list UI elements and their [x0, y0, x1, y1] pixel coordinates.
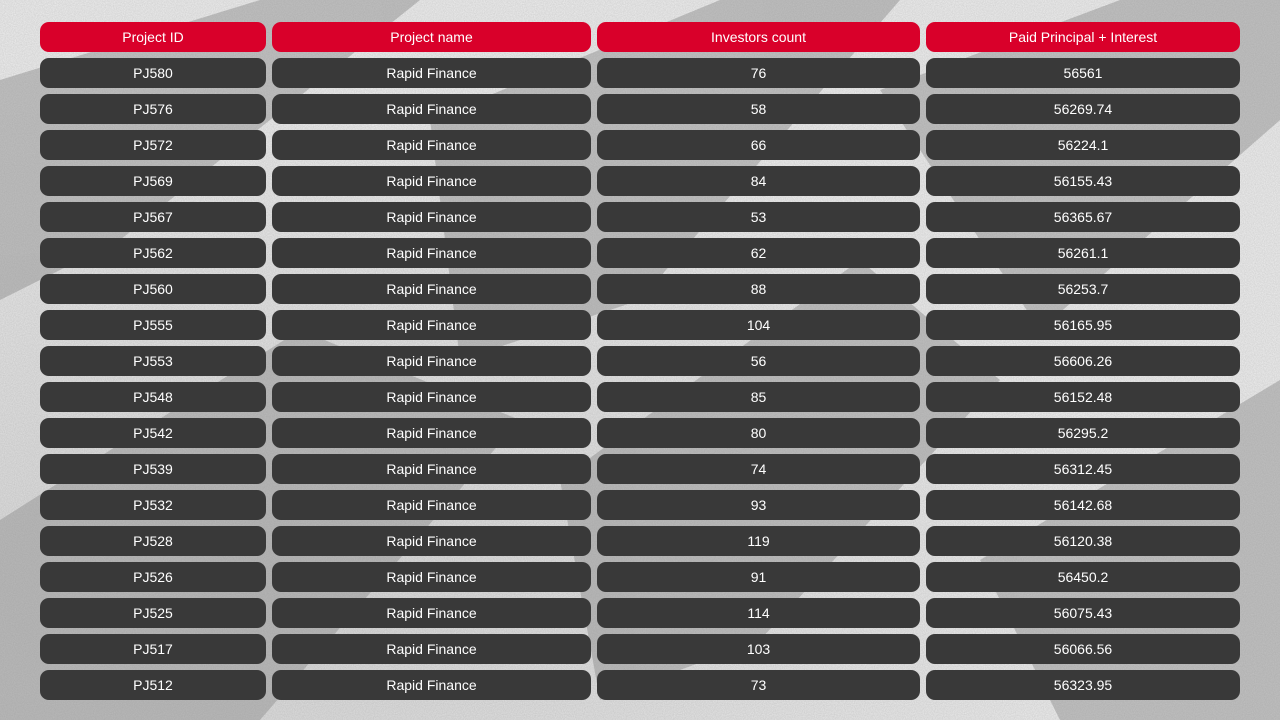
- header-project-name: Project name: [272, 22, 591, 52]
- table-row: [40, 526, 1240, 556]
- cell-paid-principal-interest: 56152.48: [926, 382, 1240, 412]
- cell-paid-principal-interest: 56155.43: [926, 166, 1240, 196]
- cell-investors-count: 76: [597, 58, 920, 88]
- cell-paid-principal-interest: 56323.95: [926, 670, 1240, 700]
- cell-project-id: PJ576: [40, 94, 266, 124]
- cell-paid-principal-interest: 56253.7: [926, 274, 1240, 304]
- cell-project-id: PJ542: [40, 418, 266, 448]
- cell-project-id: PJ569: [40, 166, 266, 196]
- cell-project-id: PJ526: [40, 562, 266, 592]
- projects-table: [40, 22, 1240, 706]
- table-row: [40, 94, 1240, 124]
- cell-paid-principal-interest: 56120.38: [926, 526, 1240, 556]
- header-paid-principal-interest: Paid Principal + Interest: [926, 22, 1240, 52]
- cell-project-name: Rapid Finance: [272, 562, 591, 592]
- cell-investors-count: 119: [597, 526, 920, 556]
- cell-investors-count: 85: [597, 382, 920, 412]
- cell-project-name: Rapid Finance: [272, 670, 591, 700]
- cell-project-id: PJ567: [40, 202, 266, 232]
- cell-investors-count: 80: [597, 418, 920, 448]
- table-row: [40, 598, 1240, 628]
- table-row: [40, 454, 1240, 484]
- cell-project-name: Rapid Finance: [272, 598, 591, 628]
- cell-project-name: Rapid Finance: [272, 382, 591, 412]
- cell-investors-count: 66: [597, 130, 920, 160]
- cell-paid-principal-interest: 56606.26: [926, 346, 1240, 376]
- header-investors-count: Investors count: [597, 22, 920, 52]
- cell-project-id: PJ560: [40, 274, 266, 304]
- table-row: [40, 670, 1240, 700]
- cell-project-name: Rapid Finance: [272, 58, 591, 88]
- cell-paid-principal-interest: 56312.45: [926, 454, 1240, 484]
- cell-paid-principal-interest: 56075.43: [926, 598, 1240, 628]
- cell-project-id: PJ580: [40, 58, 266, 88]
- table-row: [40, 166, 1240, 196]
- cell-project-name: Rapid Finance: [272, 130, 591, 160]
- cell-project-id: PJ553: [40, 346, 266, 376]
- table-row: [40, 130, 1240, 160]
- cell-project-name: Rapid Finance: [272, 490, 591, 520]
- cell-project-id: PJ517: [40, 634, 266, 664]
- cell-project-id: PJ525: [40, 598, 266, 628]
- cell-investors-count: 88: [597, 274, 920, 304]
- cell-investors-count: 73: [597, 670, 920, 700]
- cell-project-id: PJ528: [40, 526, 266, 556]
- cell-investors-count: 114: [597, 598, 920, 628]
- cell-project-name: Rapid Finance: [272, 238, 591, 268]
- cell-investors-count: 53: [597, 202, 920, 232]
- cell-paid-principal-interest: 56269.74: [926, 94, 1240, 124]
- cell-project-id: PJ555: [40, 310, 266, 340]
- cell-project-id: PJ562: [40, 238, 266, 268]
- cell-project-name: Rapid Finance: [272, 310, 591, 340]
- table-row: [40, 202, 1240, 232]
- header-project-id: Project ID: [40, 22, 266, 52]
- table-row: [40, 58, 1240, 88]
- cell-paid-principal-interest: 56165.95: [926, 310, 1240, 340]
- cell-investors-count: 62: [597, 238, 920, 268]
- cell-project-name: Rapid Finance: [272, 526, 591, 556]
- cell-paid-principal-interest: 56224.1: [926, 130, 1240, 160]
- cell-project-id: PJ539: [40, 454, 266, 484]
- cell-project-name: Rapid Finance: [272, 634, 591, 664]
- cell-investors-count: 74: [597, 454, 920, 484]
- cell-investors-count: 56: [597, 346, 920, 376]
- cell-investors-count: 104: [597, 310, 920, 340]
- cell-paid-principal-interest: 56261.1: [926, 238, 1240, 268]
- table-row: [40, 274, 1240, 304]
- cell-paid-principal-interest: 56365.67: [926, 202, 1240, 232]
- cell-investors-count: 84: [597, 166, 920, 196]
- cell-project-name: Rapid Finance: [272, 274, 591, 304]
- cell-paid-principal-interest: 56142.68: [926, 490, 1240, 520]
- cell-investors-count: 58: [597, 94, 920, 124]
- cell-project-id: PJ548: [40, 382, 266, 412]
- cell-investors-count: 103: [597, 634, 920, 664]
- table-row: [40, 346, 1240, 376]
- cell-project-name: Rapid Finance: [272, 94, 591, 124]
- cell-project-name: Rapid Finance: [272, 166, 591, 196]
- cell-paid-principal-interest: 56561: [926, 58, 1240, 88]
- cell-project-name: Rapid Finance: [272, 418, 591, 448]
- cell-investors-count: 91: [597, 562, 920, 592]
- cell-paid-principal-interest: 56450.2: [926, 562, 1240, 592]
- table-row: [40, 562, 1240, 592]
- cell-paid-principal-interest: 56066.56: [926, 634, 1240, 664]
- table-body: [40, 58, 1240, 700]
- cell-paid-principal-interest: 56295.2: [926, 418, 1240, 448]
- table-row: [40, 490, 1240, 520]
- table-row: [40, 382, 1240, 412]
- cell-project-id: PJ572: [40, 130, 266, 160]
- cell-project-id: PJ532: [40, 490, 266, 520]
- cell-investors-count: 93: [597, 490, 920, 520]
- table-row: [40, 310, 1240, 340]
- cell-project-name: Rapid Finance: [272, 202, 591, 232]
- table-header-row: [40, 22, 1240, 52]
- cell-project-id: PJ512: [40, 670, 266, 700]
- cell-project-name: Rapid Finance: [272, 346, 591, 376]
- cell-project-name: Rapid Finance: [272, 454, 591, 484]
- table-row: [40, 418, 1240, 448]
- table-row: [40, 634, 1240, 664]
- table-row: [40, 238, 1240, 268]
